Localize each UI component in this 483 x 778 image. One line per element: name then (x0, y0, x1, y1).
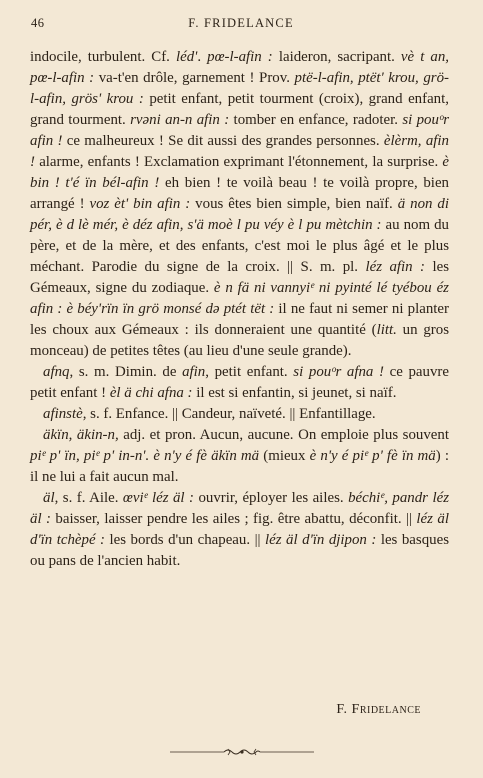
patois-term: ä non di pér, è d lè mér, è déz afin, s'ä moè l pu véy è l pu mètchin : (30, 196, 449, 233)
running-head (31, 16, 451, 34)
signature-surname: Fridelance (351, 702, 421, 717)
definition-text: au nom du père, et de la mère, et des enfants, c'est moi le plus âgé et le plus méchant. Parodie du signe de la croix. || S. m. pl. (30, 217, 450, 275)
definition-text: un gros monceau) de petites têtes (au lieu d'une seule grande). (30, 322, 449, 359)
dictionary-entry (30, 404, 449, 425)
patois-term: si pouᵒr afna ! (293, 364, 384, 380)
definition-text: ouvrir, éployer les ailes. (194, 490, 349, 506)
patois-term: œviᵉ léz äl : (122, 490, 194, 506)
definition-text: ce malheureux ! Se dit aussi des grandes personnes. (62, 133, 384, 149)
definition-text: vous êtes bien simple, bien naïf. (190, 196, 398, 212)
patois-term: piᵉ p' ïn, piᵉ p' in-n'. è n'y é fè äkïn mä (30, 448, 260, 464)
patois-term: äkïn, äkin-n, (43, 427, 119, 443)
definition-text: laideron, sacripant. (272, 49, 401, 65)
definition-text: , petit enfant. (205, 364, 294, 380)
patois-term: afinstè (43, 406, 83, 422)
definition-text: il ne faut ni semer ni planter les choux aux Gémeaux : ils donneraient une quantité ( (30, 301, 449, 338)
patois-term: vè t an, pœ-l-afin : (30, 49, 450, 86)
patois-term: béchiᵉ, pandr léz äl : (30, 490, 449, 527)
patois-term: è bin ! t'é ïn bél-afin ! (30, 154, 449, 191)
patois-term: léz äl d'ïn djipon : (265, 532, 377, 548)
dictionary-entry (30, 362, 449, 404)
definition-text: , s. f. Aile. (54, 490, 123, 506)
definition-text: adj. et pron. Aucun, aucune. On emploie plus souvent (118, 427, 449, 443)
patois-term: èl ä chi afna : (109, 385, 193, 401)
patois-term: è n'y é piᵉ p' fè ïn mä (309, 448, 436, 464)
patois-term: léz afin : (365, 259, 426, 275)
patois-term: afin (182, 364, 206, 380)
definition-text: ) : il ne lui a fait aucun mal. (30, 448, 450, 485)
author-signature (336, 702, 421, 718)
definition-text: il est si enfantin, si jeunet, si naïf. (192, 385, 397, 401)
definition-text: tomber en enfance, radoter. (229, 112, 403, 128)
definition-text: (mieux (259, 448, 310, 464)
definition-text: , s. m. Dimin. de (69, 364, 183, 380)
signature-initial: F. (336, 702, 348, 717)
page-number: 46 (31, 16, 45, 30)
entry-continuation (30, 47, 449, 362)
definition-text: . (197, 49, 208, 65)
patois-term: rvəni an-n afin : (130, 112, 230, 128)
definition-text: , s. f. Enfance. || Candeur, naïveté. || Enfantillage. (82, 406, 376, 422)
definition-text: les bords d'un chapeau. || (105, 532, 266, 548)
patois-term: èlèrm, afin ! (30, 133, 449, 170)
definition-text: les basques ou pans de l'ancien habit. (30, 532, 449, 569)
patois-term: litt. (376, 322, 397, 338)
dictionary-entry (30, 425, 449, 488)
patois-term: léz äl d'ïn tchèpé : (30, 511, 449, 548)
definition-text: baisser, laisser pendre les ailes ; fig. être abattu, déconfit. || (50, 511, 417, 527)
definition-text: alarme, enfants ! Exclamation exprimant l'étonnement, la surprise. (34, 154, 443, 170)
patois-term: si pouᵒr afin ! (30, 112, 449, 149)
definition-text: petit enfant, petit tourment (croix), grand enfant, grand tourment. (30, 91, 449, 128)
definition-text: les Gémeaux, signe du zodiaque. (30, 259, 449, 296)
dictionary-text (30, 47, 449, 572)
patois-term: ptë-l-afin, ptët' krou, grö-l-afin, grös' krou : (30, 70, 449, 107)
dictionary-entry (30, 488, 449, 572)
patois-term: léd' (175, 49, 198, 65)
patois-term: äl (43, 490, 55, 506)
patois-term: pœ-l-afin : (207, 49, 273, 65)
definition-text: eh bien ! te voilà beau ! te voilà propre, bien arrangé ! (30, 175, 450, 212)
definition-text: ce pauvre petit enfant ! (30, 364, 449, 401)
patois-term: è n fä ni vannyiᵉ ni pyinté lé tyébou éz afin : è béy'rïn ïn grö monsé də ptét tët : (30, 280, 449, 317)
running-title: F. FRIDELANCE (188, 16, 294, 30)
definition-text: va-t'en drôle, garnement ! Prov. (94, 70, 295, 86)
end-ornament (168, 747, 316, 757)
patois-term: voz èt' bin afin : (89, 196, 191, 212)
patois-term: afnq (43, 364, 70, 380)
definition-text: indocile, turbulent. Cf. (30, 49, 176, 65)
